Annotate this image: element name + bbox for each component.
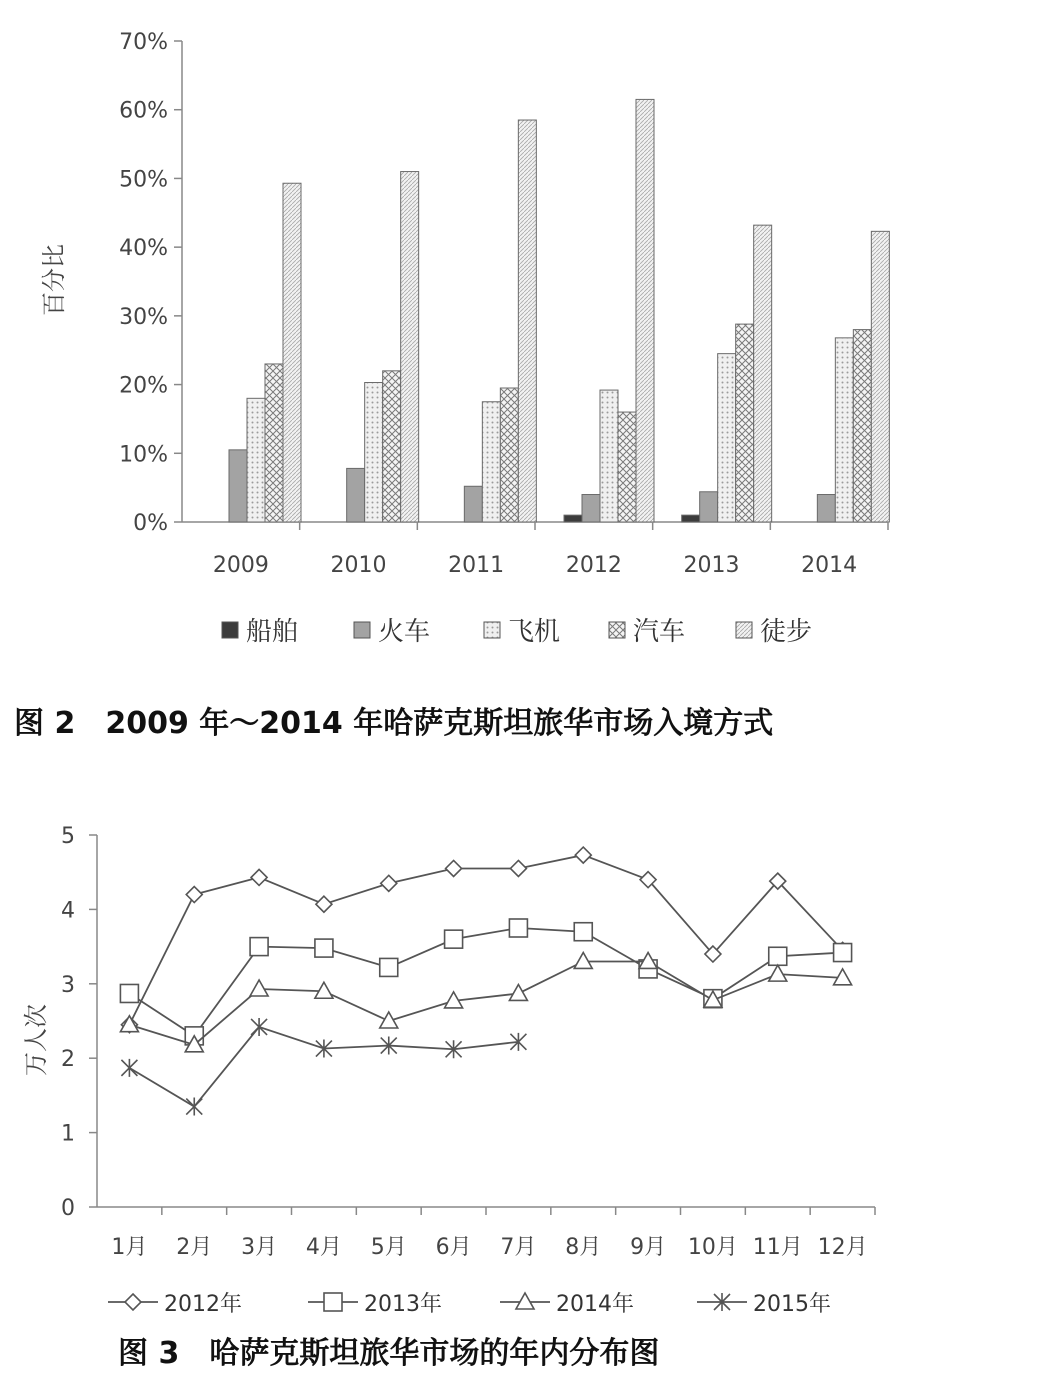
point-2013年 — [250, 938, 268, 956]
bar-2012-0 — [564, 515, 582, 522]
point-2012年 — [316, 896, 332, 912]
bar-2012-2 — [600, 390, 618, 522]
y-tick-label: 0% — [133, 511, 168, 536]
bar-2011-4 — [518, 120, 536, 522]
point-2015年 — [251, 1018, 267, 1036]
point-2013年 — [574, 923, 592, 941]
entry-mode-bar-chart — [0, 0, 1037, 690]
bar-2009-3 — [265, 364, 283, 522]
bar-2010-4 — [401, 172, 419, 522]
point-2014年 — [574, 952, 592, 968]
bar-2013-1 — [700, 492, 718, 522]
bar-2012-3 — [618, 412, 636, 522]
y-tick-label: 3 — [61, 972, 75, 998]
y-axis-label: 百分比 — [40, 244, 68, 316]
legend-swatch — [354, 622, 370, 638]
x-tick-label: 7月 — [500, 1235, 537, 1260]
point-2014年 — [315, 982, 333, 998]
bar-2011-1 — [464, 486, 482, 522]
x-tick-label: 2009 — [212, 553, 269, 578]
bar-2009-1 — [229, 450, 247, 522]
point-2013年 — [315, 939, 333, 957]
point-2015年 — [446, 1040, 462, 1058]
point-2013年 — [769, 947, 787, 965]
bar-2010-1 — [347, 468, 365, 522]
y-tick-label: 50% — [119, 167, 168, 193]
x-tick-label: 5月 — [370, 1235, 407, 1260]
point-2014年 — [380, 1012, 398, 1028]
x-tick-label: 9月 — [630, 1235, 667, 1260]
legend-label: 2013年 — [364, 1292, 442, 1317]
point-2015年 — [510, 1033, 526, 1051]
point-2012年 — [186, 887, 202, 903]
point-2014年 — [704, 991, 722, 1007]
y-tick-label: 10% — [119, 442, 168, 468]
point-2012年 — [705, 946, 721, 962]
x-tick-label: 2013 — [683, 553, 740, 578]
legend-label: 船舶 — [246, 617, 299, 647]
point-2014年 — [445, 992, 463, 1008]
point-2014年 — [250, 980, 268, 996]
x-tick-label: 10月 — [687, 1235, 738, 1260]
legend-marker — [324, 1293, 342, 1311]
legend-swatch — [222, 622, 238, 638]
point-2012年 — [575, 847, 591, 863]
point-2014年 — [120, 1016, 138, 1032]
legend-label: 2014年 — [556, 1292, 634, 1317]
series-line-2015年 — [129, 1027, 518, 1107]
y-tick-label: 70% — [119, 30, 168, 55]
x-tick-label: 4月 — [305, 1235, 342, 1260]
legend-label: 飞机 — [508, 617, 561, 647]
series-line-2012年 — [129, 855, 842, 1025]
y-tick-label: 2 — [61, 1047, 75, 1073]
y-tick-label: 4 — [61, 898, 75, 924]
bar-2014-1 — [817, 495, 835, 522]
point-2012年 — [251, 869, 267, 885]
bar-2009-4 — [283, 183, 301, 522]
series-line-2013年 — [129, 928, 842, 1036]
bar-2013-3 — [736, 324, 754, 522]
point-2014年 — [639, 952, 657, 968]
point-2013年 — [704, 990, 722, 1008]
legend-swatch — [736, 622, 752, 638]
y-tick-label: 20% — [119, 373, 168, 399]
point-2014年 — [769, 965, 787, 981]
legend-marker — [516, 1293, 534, 1309]
bar-2009-2 — [247, 398, 265, 522]
x-tick-label: 1月 — [111, 1235, 148, 1260]
bar-2010-2 — [365, 383, 383, 522]
point-2015年 — [121, 1059, 137, 1077]
y-tick-label: 30% — [119, 304, 168, 330]
x-tick-label: 2014 — [801, 553, 858, 578]
bar-2011-2 — [482, 402, 500, 522]
bar-2011-3 — [500, 388, 518, 522]
y-tick-label: 0 — [61, 1196, 75, 1221]
x-tick-label: 2012 — [565, 553, 622, 578]
point-2013年 — [445, 930, 463, 948]
x-tick-label: 8月 — [565, 1235, 602, 1260]
legend-marker — [714, 1293, 730, 1311]
point-2013年 — [185, 1027, 203, 1045]
point-2015年 — [316, 1040, 332, 1058]
bar-2014-4 — [871, 231, 889, 522]
x-tick-label: 2010 — [330, 553, 387, 578]
bar-2014-3 — [853, 330, 871, 522]
point-2012年 — [835, 942, 851, 958]
point-2012年 — [510, 860, 526, 876]
point-2012年 — [121, 1017, 137, 1033]
x-tick-label: 11月 — [752, 1235, 803, 1260]
point-2012年 — [446, 860, 462, 876]
figure-2-caption: 图 2 2009 年～2014 年哈萨克斯坦旅华市场入境方式 — [14, 706, 774, 741]
x-tick-label: 2月 — [176, 1235, 213, 1260]
x-tick-label: 12月 — [817, 1235, 868, 1260]
bar-2014-2 — [835, 338, 853, 522]
bar-2013-0 — [682, 515, 700, 522]
legend-label: 火车 — [378, 617, 431, 647]
y-axis-label: 万人次 — [22, 1004, 50, 1076]
legend-label: 2012年 — [164, 1292, 242, 1317]
bar-2012-4 — [636, 99, 654, 522]
point-2013年 — [380, 958, 398, 976]
y-tick-label: 40% — [119, 236, 168, 262]
point-2013年 — [834, 944, 852, 962]
point-2012年 — [770, 873, 786, 889]
point-2014年 — [834, 969, 852, 985]
x-tick-label: 6月 — [435, 1235, 472, 1260]
point-2015年 — [381, 1037, 397, 1055]
figure-3-caption: 图 3 哈萨克斯坦旅华市场的年内分布图 — [118, 1336, 660, 1371]
point-2013年 — [509, 919, 527, 937]
x-tick-label: 3月 — [241, 1235, 278, 1260]
y-tick-label: 60% — [119, 98, 168, 124]
bar-2010-3 — [383, 371, 401, 522]
point-2012年 — [640, 872, 656, 888]
y-tick-label: 1 — [61, 1121, 75, 1147]
point-2014年 — [509, 984, 527, 1000]
point-2012年 — [381, 875, 397, 891]
point-2013年 — [120, 984, 138, 1002]
point-2013年 — [639, 960, 657, 978]
bar-2013-2 — [718, 354, 736, 522]
legend-label: 2015年 — [753, 1292, 831, 1317]
bar-2012-1 — [582, 495, 600, 522]
series-line-2014年 — [129, 961, 842, 1044]
legend-label: 汽车 — [633, 617, 686, 647]
point-2015年 — [186, 1098, 202, 1116]
legend-label: 徒步 — [760, 617, 813, 647]
y-tick-label: 5 — [61, 824, 75, 849]
legend-marker — [125, 1294, 141, 1310]
legend-swatch — [484, 622, 500, 638]
bar-2013-4 — [754, 225, 772, 522]
point-2014年 — [185, 1036, 203, 1052]
x-tick-label: 2011 — [448, 553, 505, 578]
legend-swatch — [609, 622, 625, 638]
